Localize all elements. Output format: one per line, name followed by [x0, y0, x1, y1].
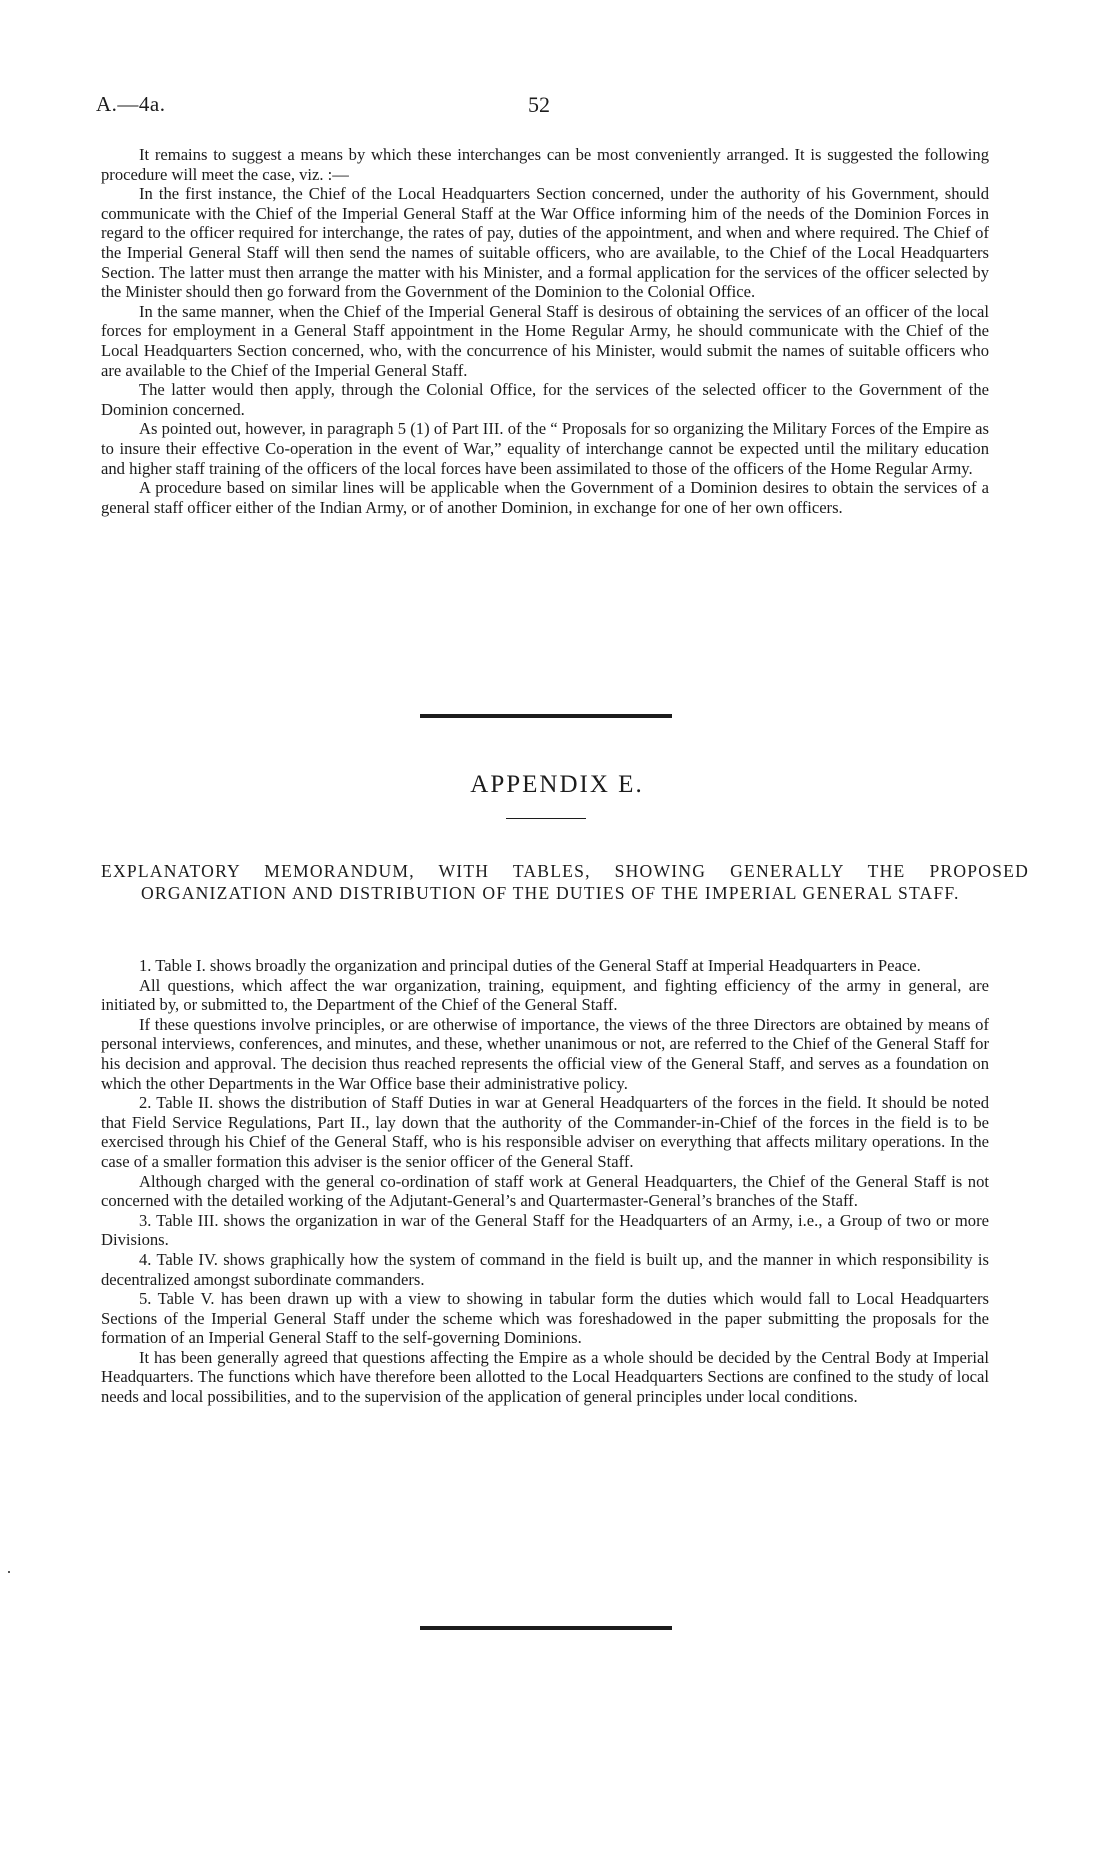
paragraph: In the same manner, when the Chief of the Imperial General Staff is desirous of obtaining the services of an officer of the local forces for employment in a General Staff appointment in the Home Regular Army, he should communicate with the Chief of the Local Headquarters Section concerned, who, with the concurrence of his Minister, would submit the names of suitable officers who are available to the Chief of the Imperial General Staff.	[101, 301, 989, 380]
interchange-procedure-section	[101, 145, 989, 517]
paragraph: Although charged with the general co-ordination of staff work at General Headquarters, the Chief of the General Staff is not concerned with the detailed working of the Adjutant-General’s and Quartermaster-General’s branches of the Staff.	[101, 1171, 989, 1211]
page-number: 52	[528, 92, 550, 117]
paragraph: 2. Table II. shows the distribution of Staff Duties in war at General Headquarters of the forces in the field. It should be noted that Field Service Regulations, Part II., lay down that the authority of the Commander-in-Chief of the forces in the field is to be exercised through his Chief of the General Staff, who is his responsible adviser on everything that affects military operations. In the case of a smaller formation this adviser is the senior officer of the General Staff.	[101, 1093, 989, 1171]
appendix-title: APPENDIX E.	[470, 771, 644, 798]
memorandum-body	[101, 956, 989, 1407]
end-divider	[420, 1626, 672, 1630]
paragraph: 4. Table IV. shows graphically how the system of command in the field is built up, and the manner in which responsibility is decentralized amongst subordinate commanders.	[101, 1249, 989, 1289]
memorandum-title: EXPLANATORY MEMORANDUM, WITH TABLES, SHOWING GENERALLY THE PROPOSED ORGANIZATION AND DISTRIBUTION OF THE DUTIES OF THE IMPERIAL GENERAL STAFF.	[101, 861, 1029, 903]
paragraph: As pointed out, however, in paragraph 5 (1) of Part III. of the “ Proposals for so organizing the Military Forces of the Empire as to insure their effective Co-operation in the event of War,” equality of interchange cannot be expected until the military education and higher staff training of the officers of the local forces have been assimilated to those of the officers of the Home Regular Army.	[101, 419, 989, 478]
paragraph: It remains to suggest a means by which these interchanges can be most conveniently arranged. It is suggested the following procedure will meet the case, viz. :—	[101, 145, 989, 184]
paragraph: 3. Table III. shows the organization in war of the General Staff for the Headquarters of an Army, i.e., a Group of two or more Divisions.	[101, 1210, 989, 1250]
section-divider	[420, 714, 672, 718]
paragraph: If these questions involve principles, or are otherwise of importance, the views of the three Directors are obtained by means of personal interviews, conferences, and minutes, and these, whether unanimous or not, are referred to the Chief of the General Staff for his decision and approval. The decision thus reached represents the official view of the General Staff, and serves as a foundation on which the other Departments in the War Office base their administrative policy.	[101, 1014, 989, 1093]
paragraph: The latter would then apply, through the Colonial Office, for the services of the selected officer to the Government of the Dominion concerned.	[101, 380, 989, 419]
page-header	[96, 92, 1018, 122]
paragraph: A procedure based on similar lines will be applicable when the Government of a Dominion desires to obtain the services of a general staff officer either of the Indian Army, or of another Dominion, in exchange for one of her own officers.	[101, 478, 989, 517]
paragraph: In the first instance, the Chief of the Local Headquarters Section concerned, under the authority of his Government, should communicate with the Chief of the Imperial General Staff at the War Office informing him of the needs of the Dominion Forces in regard to the officer required for interchange, the rates of pay, duties of the appointment, and when and where required. The Chief of the Imperial General Staff will then send the names of suitable officers, who are available, to the Chief of the Local Headquarters Section. The latter must then arrange the matter with his Minister, and a formal application for the services of the officer selected by the Minister should then go forward from the Government of the Dominion to the Colonial Office.	[101, 184, 989, 302]
paragraph: It has been generally agreed that questions affecting the Empire as a whole should be decided by the Central Body at Imperial Headquarters. The functions which have therefore been allotted to the Local Headquarters Sections are confined to the study of local needs and local possibilities, and to the supervision of the application of general principles under local conditions.	[101, 1347, 989, 1407]
document-reference: A.—4a.	[96, 92, 166, 116]
title-underline	[506, 818, 586, 819]
paragraph: 5. Table V. has been drawn up with a view to showing in tabular form the duties which would fall to Local Headquarters Sections of the Imperial General Staff under the scheme which was foreshadowed in the paper submitting the proposals for the formation of an Imperial General Staff to the self-governing Dominions.	[101, 1289, 989, 1348]
paragraph: All questions, which affect the war organization, training, equipment, and fighting efficiency of the army in general, are initiated by, or submitted to, the Department of the Chief of the General Staff.	[101, 975, 989, 1015]
margin-speck	[8, 1571, 10, 1573]
paragraph: 1. Table I. shows broadly the organization and principal duties of the General Staff at Imperial Headquarters in Peace.	[139, 956, 921, 975]
